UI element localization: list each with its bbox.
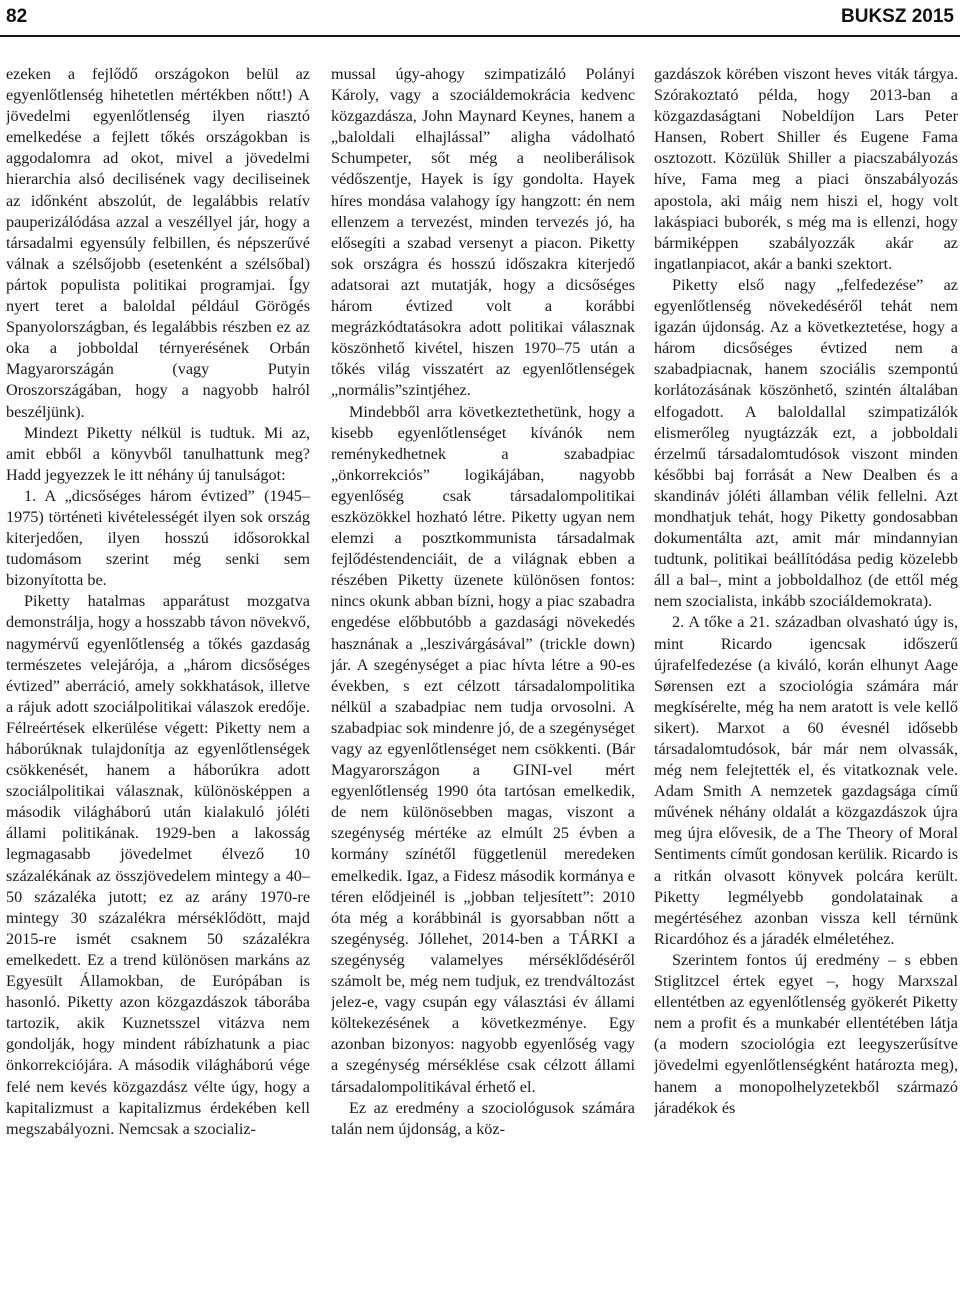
paragraph: 2. A tőke a 21. században olvasható úgy is, mint Ricardo igencsak időszerű újrafelfedezése (a kiváló, korán elhunyt Aage Sørensen ezt a szociológia számára már megkísérelte, még ha nem aratott is vele kellő sikert). Marxot a 60 évesnél idősebb társadalomtudósok, bár már nem olvassák, még nem felejtették el, és vitatkoznak vele. Adam Smith A nemzetek gazdagsága című művének néhány oldalát a közgazdászok újra meg újra elővesik, de a The Theory of Moral Sentiments címűt gondosan kerülik. Ricardo is a ritkán olvasott könyvek polcára került. Piketty legmélyebb gondolatainak a megértéséhez azonban vissza kell térnünk Ricardóhoz és a járadék elméletéhez.: [654, 613, 958, 948]
running-head: BUKSZ 2015: [841, 6, 954, 27]
paragraph: Piketty első nagy „felfedezése” az egyenlőtlenség növekedéséről tehát nem igazán újdonság. Az a következtetése, hogy a három dicsőséges évtized nem a szabadpiacnak, hanem szociális szempontú korlátozásának köszönhető, szintén általában elfogadott. A baloldallal szimpatizálók elismerőleg nyugtázzák ezt, a jobboldali érzelmű társadalomtudósok viszont minden későbbi baj forrását a New Dealben és a skandináv jóléti államban vélik fellelni. Azt mondhatjuk tehát, hogy Piketty gondosabban dokumentálta azt, amit már mindannyian tudtunk, politikai beállítódása pedig közelebb áll a bal–, mint a jobboldalhoz (de ettől még nem szocialista, inkább szociáldemokrata).: [654, 275, 958, 611]
paragraph: Mindezt Piketty nélkül is tudtuk. Mi az, amit ebből a könyvből tanulhattunk meg? Hadd jegyezzek le itt néhány új tanulságot:: [6, 423, 310, 484]
text-column-3: [654, 64, 958, 1294]
paragraph: Mindebből arra következtethetünk, hogy a kisebb egyenlőtlenséget kívánók nem reménykedhetnek a szabadpiac „önkorrekciós” logikájában, nagyobb egyenlőség csak társadalompolitikai eszközökkel hozható létre. Piketty ugyan nem elemzi a posztkommunista társadalmak fejlődéstendenciáit, de a világnak ebben a részében Piketty üzenete különösen fontos: nincs okunk abban bízni, hogy a piac szabadra engedése előbbutóbb a gazdasági növekedés hasznának a „leszivárgásával” (trickle down) jár. A szegénységet a piac hívta létre a 90-es években, s ezt célzott társadalompolitika nélkül a szabadpiac nem tudja orvosolni. A szabadpiac sok mindenre jó, de a szegénységet vagy az egyenlőtlenséget nem csökkenti. (Bár Magyarországon a GINI-vel mért egyenlőtlenség 1990 óta tartósan emelkedik, de nem különösebben magas, viszont a szegénység mértéke az elmúlt 25 évben a kormány színétől függetlenül meredeken emelkedik. Igaz, a Fidesz második kormánya e téren elődjeinél is „jobban teljesített”: 2010 óta még a korábbinál is gyorsabban nőtt a szegénység. Jóllehet, 2014-ben a TÁRKI a szegénység valamelyes mérséklődéséről számolt be, még nem tudjuk, ez trendváltozást jelez-e, vagy csupán egy választási év állami költekezésének a következménye. Egy azonban bizonyos: nagyobb egyenlőség vagy a szegénység mérséklése csak célzott állami társadalompolitikával érhető el.: [331, 402, 635, 1096]
text-column-1: [6, 64, 310, 1294]
paragraph: gazdászok körében viszont heves viták tárgya. Szórakoztató példa, hogy 2013-ban a közgazdaságtani Nobeldíjon Lars Peter Hansen, Robert Shiller és Eugene Fama osztozott. Közülük Shiller a piacszabályozás híve, Fama meg a piaci önszabályozás apostola, aki máig nem hiszi el, hogy volt lakáspiaci buborék, s még ma is ellenzi, hogy bármiképpen szabályozzák akár az ingatlanpiacot, akár a banki szektort.: [654, 65, 958, 273]
page-number: 82: [6, 6, 28, 27]
header-rule: [0, 35, 960, 37]
paragraph: 1. A „dicsőséges három évtized” (1945–1975) történeti kivételességét ilyen sok ország kiterjedően, ilyen hosszú idősorokkal tudomásom szerint még senki sem bizonyította be.: [6, 486, 310, 590]
paragraph: Szerintem fontos új eredmény – s ebben Stiglitzcel értek egyet –, hogy Marxszal ellentétben az egyenlőtlenség gyökerét Piketty nem a profit és a munkabér ellentétében látja (a modern szociológia ezt leegyszerűsítve jövedelmi egyenlőtlenségként határozta meg), hanem a monopolhelyzetekből származó járadékok és: [654, 950, 958, 1117]
paragraph: Piketty hatalmas apparátust mozgatva demonstrálja, hogy a hosszabb távon növekvő, nagymérvű egyenlőtlenség a tőkés gazdaság természetes velejárója, a „három dicsőséges évtized” aberráció, amely sokkhatások, illetve a rájuk adott szociálpolitikai válaszok eredője. Félreértések elkerülése végett: Piketty nem a háborúknak tulajdonítja az egyenlőtlenségek csökkenését, hanem a háborúkra adott szociálpolitikai válasznak, különösképpen a második világháború után kialakuló jóléti állami politikának. 1929-ben a lakosság legmagasabb jövedelmet élvező 10 százalékának az összjövedelem mintegy a 40–50 százaléka jutott; ez az arány 1970-re mintegy 30 százalékra mérséklődött, majd 2015-re ismét csaknem 50 százalékra emelkedett. Ez a trend különösen markáns az Egyesült Államokban, de Európában is hasonló. Piketty azon közgazdászok táborába tartozik, akik Kuznetsszel vitázva nem gondolják, hogy mindent rábízhatunk a piac önkorrekciójára. A második világháború vége felé nem kevés közgazdász vélte úgy, hogy a kapitalizmust a kapitalizmus érdekében kell megszabályozni. Nemcsak a szocializ-: [6, 592, 310, 1138]
paragraph: ezeken a fejlődő országokon belül az egyenlőtlenség hihetetlen mértékben nőtt!) A jövedelmi egyenlőtlenség ilyen riasztó emelkedése a fejlett tőkés országokban is aggodalomra ad okot, mivel a jövedelmi hierarchia alsó decilisének vagy deciliseinek az időnként abszolút, de legalábbis relatív pauperizálódása azzal a veszéllyel jár, hogy a társadalmi egyensúly felbillen, és népszerűvé válnak a szélsőjobb (esetenként a szélsőbal) pártok populista politikai programjai. Így nyert teret a baloldal például Görögés Spanyolországban, és legalábbis részben ez az oka a jobboldal térnyerésének Orbán Magyarországán (vagy Putyin Oroszországában, hogy a nagyobb halról beszéljünk).: [6, 65, 310, 421]
paragraph: Ez az eredmény a szociológusok számára talán nem újdonság, a köz-: [331, 1098, 635, 1138]
page-header: [0, 0, 960, 36]
text-column-2: [331, 64, 635, 1294]
paragraph: mussal úgy-ahogy szimpatizáló Polányi Károly, vagy a szociáldemokrácia kedvenc közgazdásza, John Maynard Keynes, hanem a „baloldali elhajlással” aligha vádolható Schumpeter, sőt még a neoliberálisok védőszentje, Hayek is így gondolta. Hayek híres mondása valahogy így hangzott: én nem ellenzem a tervezést, minden tervezés jó, ha elősegíti a szabad versenyt a piacon. Piketty sok országra és hosszú időszakra kiterjedő adatsorai azt mutatják, hogy a dicsőséges három évtized volt a korábbi megrázkódtatásokra adott politikai válasznak köszönhető kivétel, hiszen 1970–75 után a tőkés világ visszatért az egyenlőtlenségek „normális”szintjéhez.: [331, 65, 635, 400]
